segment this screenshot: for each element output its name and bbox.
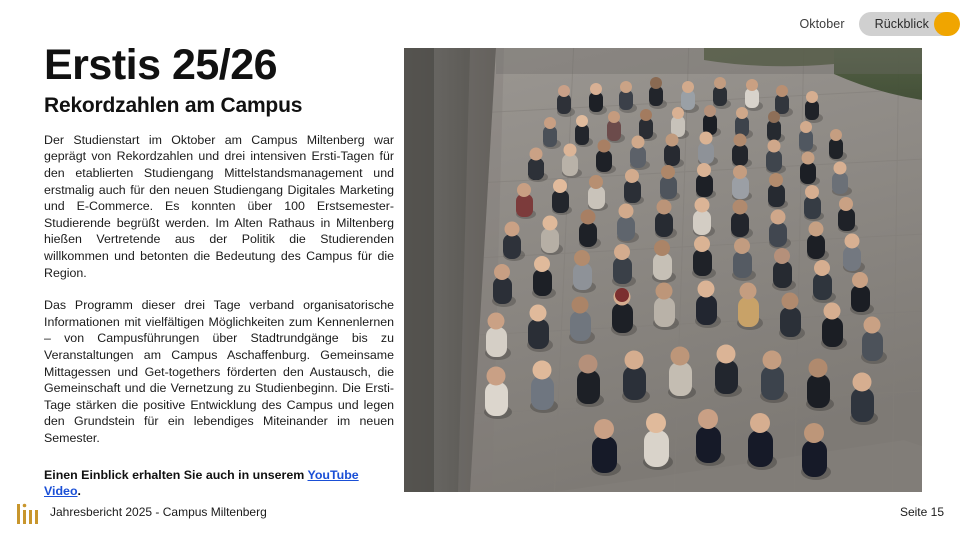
footer-document-title: Jahresbericht 2025 - Campus Miltenberg [50, 505, 267, 519]
section-nav [785, 12, 960, 36]
body-paragraph-1: Der Studienstart im Oktober am Campus Miltenberg war geprägt von Rekordzahlen und drei intensiven Ersti-Tagen für den etablierten Studiengang Mittelstandsmanagement und erstmalig auch für den neuen Studiengang Digitales Marketing und E-Commerce. Es konnten über 100 Erstsemester-Studierende begrüßt werden. Im Alten Rathaus in Miltenberg hießen Vertretende aus der Politik die Studierenden willkommen und betonten die Bedeutung des Campus für die Region. [44, 132, 394, 280]
nav-month-label[interactable]: Oktober [799, 17, 845, 31]
page-title: Erstis 25/26 [44, 41, 278, 89]
body-paragraph-2: Das Programm dieser drei Tage verband organisatorische Informationen mit vielfältigen Möglichkeiten zum Kennenlernen – von Campusführungen über Stadtrundgänge bis zu Veranstaltungen am Campus Aschaffenburg. Gemeinsame Mittagessen und Get-togethers förderten den Austausch, die Gemeinschaft und die Vernetzung zu Studienbeginn. Die Ersti-Tage stärken die positive Entwicklung des Campus und legen den Grundstein für ein lebendiges Miteinander im neuen Semester. [44, 298, 394, 445]
cta-line [44, 467, 394, 500]
page-footer [0, 500, 960, 530]
nav-section-pill[interactable]: Rückblick [859, 12, 947, 36]
cta-prefix: Einen Einblick erhalten Sie auch in unserem [44, 467, 308, 482]
cta-suffix: . [77, 484, 81, 499]
page-number: Seite 15 [899, 505, 944, 519]
page-subtitle: Rekordzahlen am Campus [44, 93, 303, 117]
th-ab-logo-icon [16, 502, 42, 526]
nav-accent-knob [934, 12, 960, 36]
article-text-column [44, 41, 394, 512]
group-photo [404, 48, 922, 492]
youtube-video-link[interactable]: YouTube Video [44, 467, 359, 499]
